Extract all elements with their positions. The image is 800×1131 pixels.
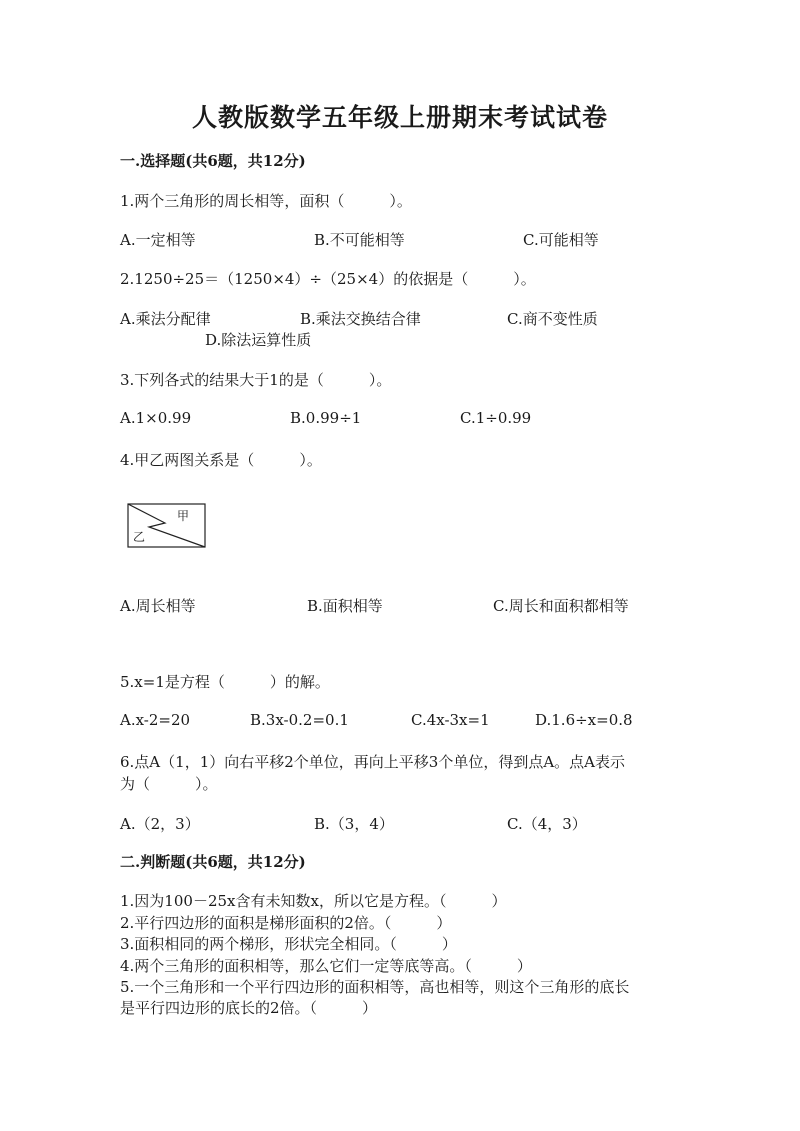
option-2a[interactable]: A.乘法分配律 — [120, 310, 211, 328]
question-5: 5.x=1是方程（ ）的解。 — [120, 673, 330, 691]
judgement-item-4: 4.两个三角形的面积相等，那么它们一定等底等高。（ ） — [120, 957, 532, 975]
judgement-item-3: 3.面积相同的两个梯形，形状完全相同。（ ） — [120, 935, 457, 953]
figure-label-yi: 乙 — [133, 530, 146, 544]
option-5a[interactable]: A.x-2=20 — [120, 711, 191, 729]
option-6b[interactable]: B.（3，4） — [314, 815, 394, 833]
question-2: 2.1250÷25＝（1250×4）÷（25×4）的依据是（ ）。 — [120, 270, 536, 288]
section-heading-judgement: 二.判断题(共6题，共12分) — [120, 853, 306, 871]
option-1c[interactable]: C.可能相等 — [523, 231, 599, 249]
option-4b[interactable]: B.面积相等 — [307, 597, 383, 615]
option-2c[interactable]: C.商不变性质 — [507, 310, 598, 328]
option-6a[interactable]: A.（2，3） — [120, 815, 200, 833]
option-6c[interactable]: C.（4，3） — [507, 815, 587, 833]
question-4: 4.甲乙两图关系是（ ）。 — [120, 451, 322, 469]
question-1: 1.两个三角形的周长相等，面积（ ）。 — [120, 192, 412, 210]
question-6-line2: 为（ ）。 — [120, 775, 218, 793]
judgement-item-5-line1: 5.一个三角形和一个平行四边形的面积相等，高也相等，则这个三角形的底长 — [120, 978, 630, 996]
judgement-item-2: 2.平行四边形的面积是梯形面积的2倍。（ ） — [120, 914, 452, 932]
option-3a[interactable]: A.1×0.99 — [120, 409, 192, 427]
judgement-item-1: 1.因为100－25x含有未知数x，所以它是方程。（ ） — [120, 892, 507, 910]
option-3c[interactable]: C.1÷0.99 — [460, 409, 532, 427]
question-6-line1: 6.点A（1，1）向右平移2个单位，再向上平移3个单位，得到点A。点A表示 — [120, 753, 625, 771]
section-heading-choice: 一.选择题(共6题，共12分) — [120, 152, 306, 170]
option-5d[interactable]: D.1.6÷x=0.8 — [535, 711, 633, 729]
option-3b[interactable]: B.0.99÷1 — [290, 409, 362, 427]
option-4c[interactable]: C.周长和面积都相等 — [493, 597, 629, 615]
option-1a[interactable]: A.一定相等 — [120, 231, 196, 249]
option-5b[interactable]: B.3x-0.2=0.1 — [250, 711, 349, 729]
option-4a[interactable]: A.周长相等 — [120, 597, 196, 615]
judgement-item-5-line2: 是平行四边形的底长的2倍。（ ） — [120, 999, 378, 1017]
question-3: 3.下列各式的结果大于1的是（ ）。 — [120, 371, 392, 389]
page-title: 人教版数学五年级上册期末考试试卷 — [191, 103, 608, 132]
option-1b[interactable]: B.不可能相等 — [314, 231, 405, 249]
option-5c[interactable]: C.4x-3x=1 — [411, 711, 490, 729]
figure-label-jia: 甲 — [177, 509, 190, 523]
option-2b[interactable]: B.乘法交换结合律 — [300, 310, 421, 328]
question-4-figure — [127, 503, 209, 555]
option-2d[interactable]: D.除法运算性质 — [205, 331, 312, 349]
